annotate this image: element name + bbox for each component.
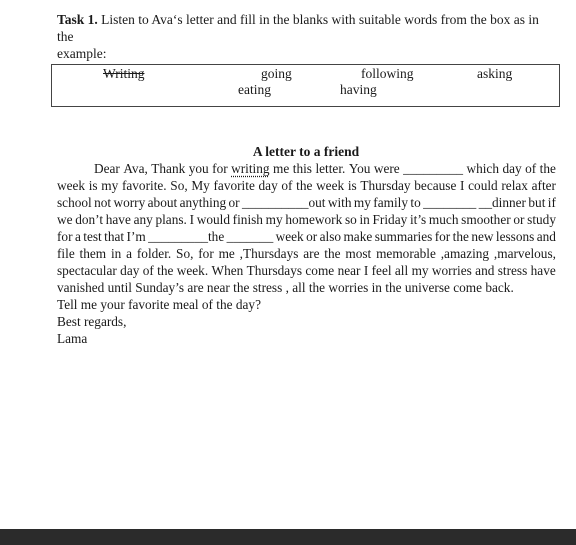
letter-word: come [305, 263, 335, 278]
task-line-2: example: [57, 46, 107, 61]
letter-word: near [337, 263, 361, 278]
letter-word: of [525, 161, 537, 176]
letter-word: relax [501, 178, 528, 193]
letter-word: but [528, 195, 546, 210]
letter-word: the [324, 246, 341, 261]
letter-word: week. [176, 263, 209, 278]
letter-word: a [74, 229, 81, 244]
letter-word: don’t [75, 212, 104, 227]
letter-word: any [133, 212, 153, 227]
letter-word: most [345, 246, 372, 261]
letter-word: that [104, 229, 125, 244]
letter-word: new [471, 229, 494, 244]
letter-word: in [359, 212, 370, 227]
letter-word: feel [371, 263, 392, 278]
letter-word: of [281, 178, 293, 193]
letter-word: for [434, 229, 451, 244]
letter-word: day [120, 263, 140, 278]
letter-word: make [343, 229, 373, 244]
letter-word: ,Thursdays [239, 246, 299, 261]
letter-word: ,amazing [440, 246, 490, 261]
letter-word: much [428, 212, 459, 227]
letter-word: or [228, 195, 240, 210]
letter-word: the [296, 178, 313, 193]
letter-word: could [468, 178, 498, 193]
letter-word: Thursdays [246, 263, 303, 278]
letter-word: anything [179, 195, 227, 210]
word-going: going [261, 66, 292, 81]
letter-word: the [157, 263, 174, 278]
letter-word: Friday [372, 212, 408, 227]
letter-word: is [88, 178, 98, 193]
letter-word: for [198, 246, 214, 261]
task-text: Listen to Ava‘s letter and fill in the blanks with suitable words from the box as in the [57, 12, 539, 44]
letter-word: letter. [315, 161, 346, 176]
word-following: following [361, 66, 414, 81]
letter-line: Lama [57, 331, 88, 346]
letter-word: so [344, 212, 357, 227]
letter-line [57, 211, 556, 228]
letter-word: the [539, 161, 556, 176]
letter-word: worries [431, 263, 472, 278]
letter-word: _________the [148, 229, 225, 244]
letter-word: were [373, 161, 400, 176]
letter-word: ,marvelous, [493, 246, 556, 261]
letter-word: and [536, 229, 556, 244]
task-line-1 [57, 11, 557, 45]
letter-word: study [527, 212, 556, 227]
letter-word: I [189, 212, 195, 227]
letter-word: and [475, 263, 495, 278]
letter-word: favorite [213, 178, 255, 193]
letter-word: writing [231, 161, 270, 176]
letter-word: you [188, 161, 209, 176]
letter-line [57, 245, 556, 262]
letter-word: I’m [126, 229, 146, 244]
letter-word: file [57, 246, 75, 261]
letter-word: week [57, 178, 86, 193]
letter-word: we [57, 212, 73, 227]
letter-word: favorite. [121, 178, 167, 193]
letter-word: week [316, 178, 345, 193]
letter-title: A letter to a friend [252, 144, 360, 159]
letter-word: my [265, 212, 283, 227]
letter-word: summaries [374, 229, 433, 244]
letter-word: have [105, 212, 131, 227]
word-eating: eating [238, 82, 271, 97]
letter-line [57, 194, 556, 211]
letter-word: the [452, 229, 469, 244]
letter-word: because [414, 178, 457, 193]
letter-word: is [347, 178, 357, 193]
letter-line [57, 228, 556, 245]
letter-word: me [218, 246, 235, 261]
letter-word: are [303, 246, 320, 261]
letter-word: if [547, 195, 556, 210]
letter-word: finish [232, 212, 263, 227]
letter-word: for [57, 229, 73, 244]
letter-word: about [147, 195, 178, 210]
letter-word: homework [285, 212, 343, 227]
letter-word: or [513, 212, 525, 227]
letter-word: My [191, 178, 210, 193]
letter-word: also [319, 229, 342, 244]
letter-word: would [196, 212, 230, 227]
letter-word: When [211, 263, 244, 278]
letter-word: have [530, 263, 556, 278]
letter-word: Thank [151, 161, 186, 176]
letter-line [57, 177, 556, 194]
letter-word: So, [176, 246, 194, 261]
letter-word: stress [497, 263, 528, 278]
letter-word: not [94, 195, 112, 210]
letter-word: all [394, 263, 409, 278]
letter-word: __________out [242, 195, 326, 210]
letter-word: a [126, 246, 133, 261]
letter-word: So, [170, 178, 188, 193]
word-having: having [340, 82, 377, 97]
letter-word: this [292, 161, 312, 176]
task-label: Task 1. [57, 12, 98, 27]
letter-word: I [460, 178, 465, 193]
letter-word: Dear [94, 161, 120, 176]
letter-word: it’s [409, 212, 427, 227]
task-instructions [57, 11, 557, 62]
letter-word: my [353, 195, 371, 210]
letter-word: spectacular [57, 263, 117, 278]
letter-word: ________ [423, 195, 477, 210]
letter-word: lessons [495, 229, 535, 244]
letter-word: Ava, [123, 161, 148, 176]
word-box [51, 64, 560, 107]
letter-word: after [531, 178, 556, 193]
letter-word: them [79, 246, 107, 261]
letter-word: family [373, 195, 409, 210]
letter-word: my [411, 263, 429, 278]
letter-word: _________ [403, 161, 464, 176]
letter-word: me [273, 161, 290, 176]
letter-word: __dinner [478, 195, 526, 210]
letter-word: memorable [376, 246, 436, 261]
word-asking: asking [477, 66, 513, 81]
letter-line [57, 262, 556, 279]
letter-word: in [110, 246, 122, 261]
letter-word: Thursday [360, 178, 411, 193]
letter-word: with [327, 195, 352, 210]
letter-line [57, 160, 556, 177]
letter-word: which [466, 161, 499, 176]
taskbar [0, 529, 576, 545]
letter-word: or [306, 229, 318, 244]
letter-word: smoother [461, 212, 511, 227]
letter-word: my [101, 178, 119, 193]
letter-word: test [83, 229, 102, 244]
word-writing: Writing [103, 66, 145, 81]
letter-word: plans. [155, 212, 187, 227]
letter-line: Tell me your favorite meal of the day? [57, 297, 261, 312]
letter-word: for [212, 161, 228, 176]
letter-word: day [502, 161, 522, 176]
letter-word: week [275, 229, 304, 244]
letter-line: Best regards, [57, 314, 127, 329]
letter-word: You [348, 161, 371, 176]
letter-word: day [258, 178, 278, 193]
letter-word: worry [113, 195, 146, 210]
letter-word: school [57, 195, 92, 210]
letter-word: to [410, 195, 421, 210]
letter-line: vanished until Sunday’s are near the stress , all the worries in the universe come back. [57, 280, 514, 295]
letter-word: of [142, 263, 154, 278]
letter-word: I [363, 263, 369, 278]
letter-word: _______ [226, 229, 274, 244]
letter-word: folder. [136, 246, 172, 261]
